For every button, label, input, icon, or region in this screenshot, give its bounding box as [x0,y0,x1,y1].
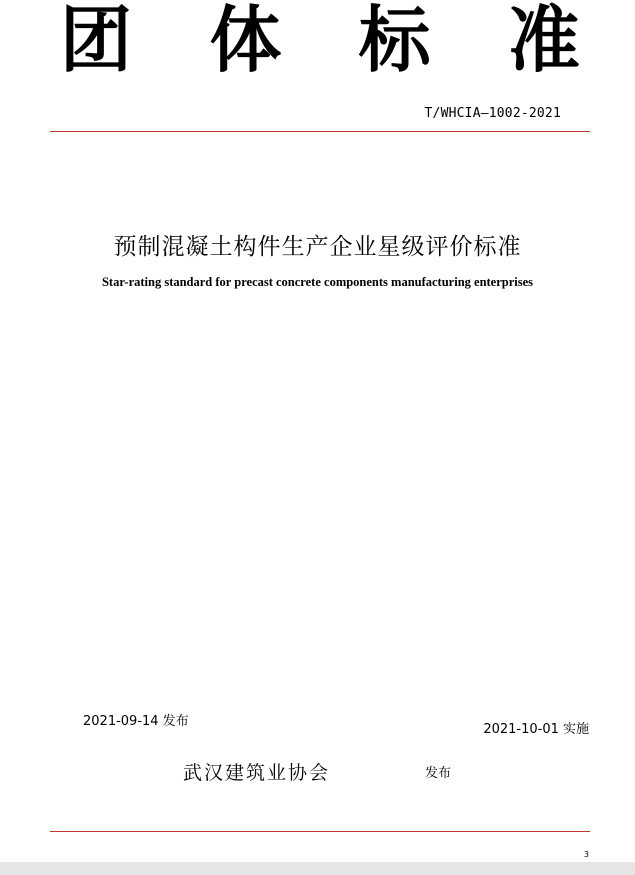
effective-date: 2021-10-01 实施 [483,722,589,737]
header-title [60,0,580,80]
document-title-chinese: 预制混凝土构件生产企业星级评价标准 [113,234,522,260]
top-divider [50,131,590,132]
header-title-char: 体 [209,0,282,82]
standard-number: T/WHCIA—1002-2021 [424,106,561,121]
page-number: 3 [583,850,589,859]
publish-date: 2021-09-14 发布 [83,714,189,729]
bottom-divider [50,831,590,832]
publisher-action: 发布 [425,766,452,781]
header-title-char: 标 [358,0,431,82]
header-title-char: 团 [60,0,133,82]
viewer-bottom-strip [0,862,635,875]
document-title-english: Star-rating standard for precast concrete components manufacturing enterprises [101,275,534,289]
header-title-char: 准 [507,0,580,82]
publisher-name: 武汉建筑业协会 [183,762,331,784]
